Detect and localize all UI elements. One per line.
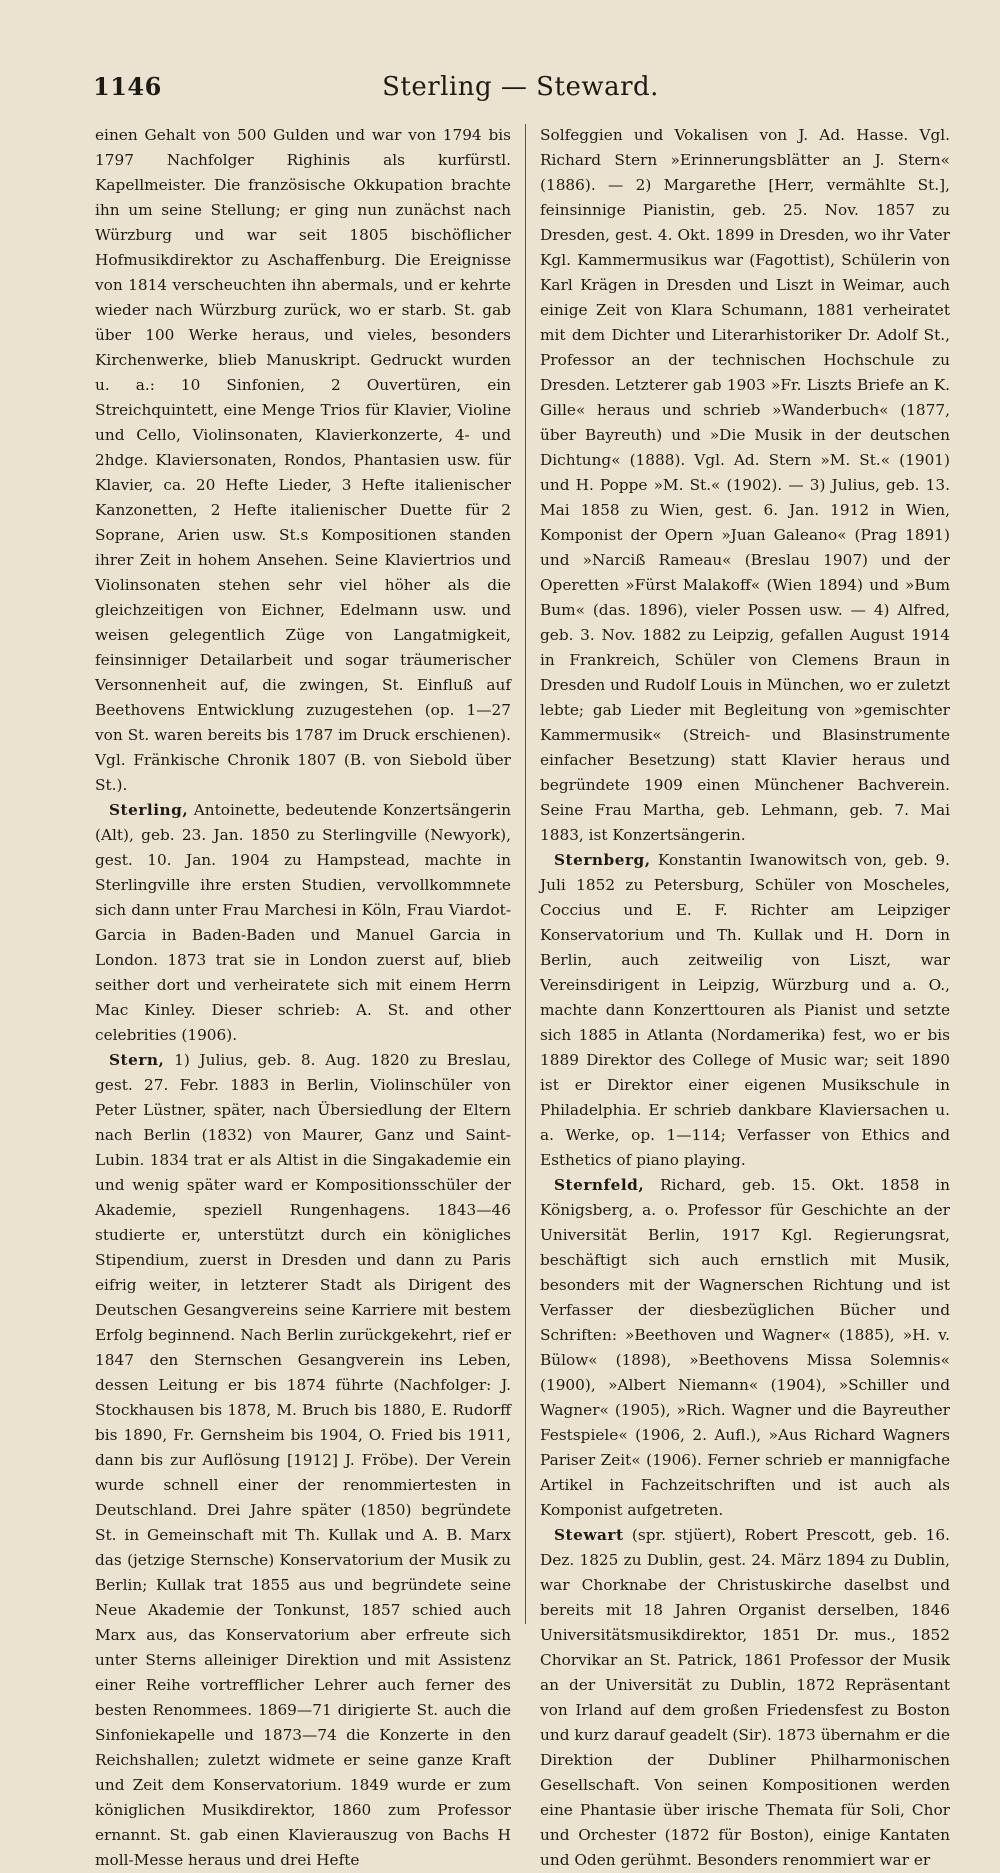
entry-stern <box>95 1048 511 1873</box>
page-number: 1146 <box>93 72 162 101</box>
entry-text: Antoinette, bedeutende Konzertsängerin (Alt), geb. 23. Jan. 1850 zu Sterlingville (Newyork), gest. 10. Jan. 1904 zu Hampstead, machte in Sterlingville ihre ersten Studien, vervollkommnete sich dann unter Frau Marchesi in Köln, Frau Viardot-Garcia in Baden-Baden und Manuel Garcia in London. 1873 trat sie in London zuerst auf, blieb seither dort und verheiratete sich mit einem Herrn Mac Kinley. Dieser schrieb: A. St. and other celebrities (1906). <box>95 801 511 1044</box>
entry-sterling <box>95 798 511 1048</box>
entry-stewart <box>540 1523 950 1873</box>
headword-stern: Stern, <box>109 1051 165 1069</box>
headword-sternfeld: Sternfeld, <box>554 1176 645 1194</box>
running-title: Sterling — Steward. <box>382 72 659 102</box>
entry-continuation: einen Gehalt von 500 Gulden und war von 1794 bis 1797 Nachfolger Righinis als kurfürstl. Kapellmeister. Die französische Okkupation brachte ihn um seine Stellung; er ging nun zunächst nach Würzburg und war seit 1805 bischöflicher Hofmusikdirektor zu Aschaffenburg. Die Ereignisse von 1814 verscheuchten ihn abermals, und er kehrte wieder nach Würzburg zurück, wo er starb. St. gab über 100 Werke heraus, und vieles, besonders Kirchenwerke, blieb Manuskript. Gedruckt wurden u. a.: 10 Sinfonien, 2 Ouvertüren, ein Streichquintett, eine Menge Trios für Klavier, Violine und Cello, Violinsonaten, Klavierkonzerte, 4- und 2hdge. Klaviersonaten, Rondos, Phantasien usw. für Klavier, ca. 20 Hefte Lieder, 3 Hefte italienischer Kanzonetten, 2 Hefte italienischer Duette für 2 Soprane, Arien usw. St.s Kompositionen standen ihrer Zeit in hohem Ansehen. Seine Klaviertrios und Violinsonaten stehen sehr viel höher als die gleichzeitigen von Eichner, Edelmann usw. und weisen gelegentlich Züge von Langatmigkeit, feinsinniger Detailarbeit und sogar träumerischer Versonnenheit auf, die zwingen, St. Einfluß auf Beethovens Entwicklung zuzugestehen (op. 1—27 von St. waren bereits bis 1787 im Druck erschienen). Vgl. Fränkische Chronik 1807 (B. von Siebold über St.). <box>95 126 511 794</box>
column-divider <box>525 124 526 1624</box>
entry-sternberg <box>540 848 950 1173</box>
headword-sterling: Sterling, <box>109 801 189 819</box>
headword-stewart: Stewart <box>554 1526 624 1544</box>
headword-sternberg: Sternberg, <box>554 851 651 869</box>
entry-text: (spr. stjüert), Robert Prescott, geb. 16. Dez. 1825 zu Dublin, gest. 24. März 1894 zu Dublin, war Chorknabe der Christuskirche daselbst und bereits mit 18 Jahren Organist derselben, 1846 Universitätsmusikdirektor, 1851 Dr. mus., 1852 Chorvikar an St. Patrick, 1861 Professor der Musik an der Universität zu Dublin, 1872 Repräsentant von Irland auf dem großen Friedensfest zu Boston und kurz darauf geadelt (Sir). 1873 übernahm er die Direktion der Dubliner Philharmonischen Gesellschaft. Von seinen Kompositionen werden eine Phantasie über irische Themata für Soli, Chor und Orchester (1872 für Boston), einige Kantaten und Oden gerühmt. Besonders renommiert war er <box>540 1526 950 1869</box>
right-column <box>540 123 950 1869</box>
entry-sternfeld <box>540 1173 950 1523</box>
entry-text: Richard, geb. 15. Okt. 1858 in Königsberg, a. o. Professor für Geschichte an der Universität Berlin, 1917 Kgl. Regierungsrat, beschäftigt sich auch ernstlich mit Musik, besonders mit der Wagnerschen Richtung und ist Verfasser der diesbezüglichen Bücher und Schriften: »Beethoven und Wagner« (1885), »H. v. Bülow« (1898), »Beethovens Missa Solemnis« (1900), »Albert Niemann« (1904), »Schiller und Wagner« (1905), »Rich. Wagner und die Bayreuther Festspiele« (1906, 2. Aufl.), »Aus Richard Wagners Pariser Zeit« (1906). Ferner schrieb er mannigfache Artikel in Fachzeitschriften und ist auch als Komponist aufgetreten. <box>540 1176 950 1519</box>
entry-continuation: Solfeggien und Vokalisen von J. Ad. Hasse. Vgl. Richard Stern »Erinnerungsblätter an J. Stern« (1886). — 2) Margarethe [Herr, vermählte St.], feinsinnige Pianistin, geb. 25. Nov. 1857 zu Dresden, gest. 4. Okt. 1899 in Dresden, wo ihr Vater Kgl. Kammermusikus war (Fagottist), Schülerin von Karl Krägen in Dresden und Liszt in Weimar, auch einige Zeit von Klara Schumann, 1881 verheiratet mit dem Dichter und Literarhistoriker Dr. Adolf St., Professor an der technischen Hochschule zu Dresden. Letzterer gab 1903 »Fr. Liszts Briefe an K. Gille« heraus und schrieb »Wanderbuch« (1877, über Bayreuth) und »Die Musik in der deutschen Dichtung« (1888). Vgl. Ad. Stern »M. St.« (1901) und H. Poppe »M. St.« (1902). — 3) Julius, geb. 13. Mai 1858 zu Wien, gest. 6. Jan. 1912 in Wien, Komponist der Opern »Juan Galeano« (Prag 1891) und »Narciß Rameau« (Breslau 1907) und der Operetten »Fürst Malakoff« (Wien 1894) und »Bum Bum« (das. 1896), vieler Possen usw. — 4) Alfred, geb. 3. Nov. 1882 zu Leipzig, gefallen August 1914 in Frankreich, Schüler von Clemens Braun in Dresden und Rudolf Louis in München, wo er zuletzt lebte; gab Lieder mit Begleitung von »gemischter Kammermusik« (Streich- und Blasinstrumente einfacher Besetzung) statt Klavier heraus und begründete 1909 einen Münchener Bachverein. Seine Frau Martha, geb. Lehmann, geb. 7. Mai 1883, ist Konzertsängerin. <box>540 126 950 844</box>
entry-text: 1) Julius, geb. 8. Aug. 1820 zu Breslau, gest. 27. Febr. 1883 in Berlin, Violinschüler von Peter Lüstner, später, nach Übersiedlung der Eltern nach Berlin (1832) von Maurer, Ganz und Saint-Lubin. 1834 trat er als Altist in die Singakademie ein und wenig später ward er Kompositionsschüler der Akademie, speziell Rungenhagens. 1843—46 studierte er, unterstützt durch ein königliches Stipendium, zuerst in Dresden und dann zu Paris eifrig weiter, in letzterer Stadt als Dirigent des Deutschen Gesangvereins seine Karriere mit bestem Erfolg beginnend. Nach Berlin zurückgekehrt, rief er 1847 den Sternschen Gesangverein ins Leben, dessen Leitung er bis 1874 führte (Nachfolger: J. Stockhausen bis 1878, M. Bruch bis 1880, E. Rudorff bis 1890, Fr. Gernsheim bis 1904, O. Fried bis 1911, dann bis zur Auflösung [1912] J. Fröbe). Der Verein wurde schnell einer der renommiertesten in Deutschland. Drei Jahre später (1850) begründete St. in Gemeinschaft mit Th. Kullak und A. B. Marx das (jetzige Sternsche) Konservatorium der Musik zu Berlin; Kullak trat 1855 aus und begründete seine Neue Akademie der Tonkunst, 1857 schied auch Marx aus, das Konservatorium aber erfreute sich unter Sterns alleiniger Direktion und mit Assistenz einer Reihe vortrefflicher Lehrer auch ferner des besten Renommees. 1869—71 dirigierte St. auch die Sinfoniekapelle und 1873—74 die Konzerte in den Reichshallen; zuletzt widmete er seine ganze Kraft und Zeit dem Konservatorium. 1849 wurde er zum königlichen Musikdirektor, 1860 zum Professor ernannt. St. gab einen Klavierauszug von Bachs H moll-Messe heraus und drei Hefte <box>95 1051 511 1869</box>
left-column <box>95 123 511 1869</box>
page-header <box>93 72 948 112</box>
entry-text: Konstantin Iwanowitsch von, geb. 9. Juli 1852 zu Petersburg, Schüler von Moscheles, Coccius und E. F. Richter am Leipziger Konservatorium und Th. Kullak und H. Dorn in Berlin, auch zeitweilig von Liszt, war Vereinsdirigent in Leipzig, Würzburg und a. O., machte dann Konzerttouren als Pianist und setzte sich 1885 in Atlanta (Nordamerika) fest, wo er bis 1889 Direktor des College of Music war; seit 1890 ist er Direktor einer eigenen Musikschule in Philadelphia. Er schrieb dankbare Klaviersachen u. a. Werke, op. 1—114; Verfasser von Ethics and Esthetics of piano playing. <box>540 851 950 1169</box>
